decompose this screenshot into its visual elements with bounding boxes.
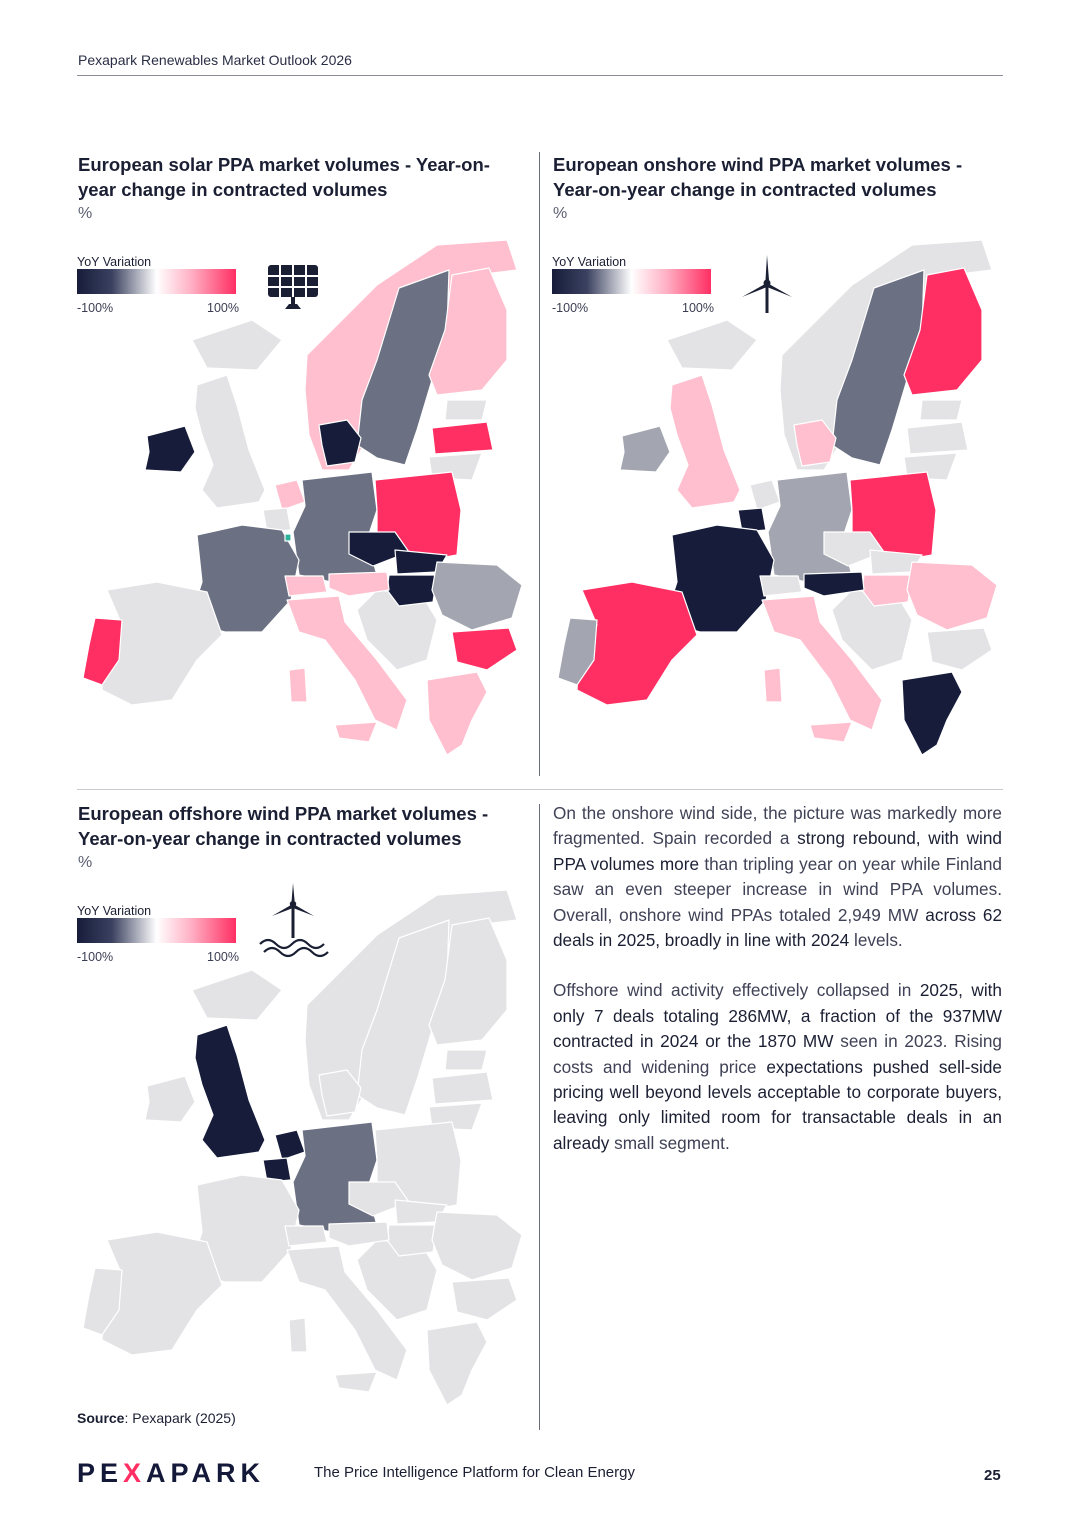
legend-min-label: -100% — [77, 950, 114, 964]
map-estonia — [445, 400, 487, 420]
map-latvia — [432, 1072, 493, 1104]
map-bulgaria — [452, 628, 517, 670]
offshore-unit: % — [78, 854, 93, 871]
offshore-panel-title: European offshore wind PPA market volumes - Year-on-year change in contracted volumes — [78, 803, 489, 849]
row-divider — [77, 789, 1003, 790]
column-divider-bottom — [539, 804, 540, 1430]
map-switzerland — [285, 576, 327, 596]
map-uk — [195, 375, 265, 508]
solar-europe-map — [77, 240, 532, 775]
paragraph-offshore: Offshore wind activity effectively collapsed in 2025, with only 7 deals totaling 286MW, a fraction of the 937MW contracted in 2024 or the 1870 MW seen in 2023. Rising costs and widening price expectations pushed sell-side pricing well beyond levels acceptable to corporate buyers, leaving only limited room for transactable deals in an already small segment. — [553, 980, 1002, 1153]
map-netherlands — [275, 480, 305, 510]
map-greece — [427, 672, 487, 755]
map-romania — [432, 562, 522, 630]
map-ireland — [145, 426, 195, 472]
map-uk — [195, 1025, 265, 1158]
map-sardinia — [764, 668, 782, 702]
legend-title: YoY Variation — [77, 904, 152, 918]
running-header: Pexapark Renewables Market Outlook 2026 — [78, 52, 352, 68]
map-germany — [768, 472, 852, 585]
map-sicily — [810, 722, 852, 742]
map-sardinia — [289, 1318, 307, 1352]
legend-title: YoY Variation — [77, 255, 152, 269]
offshore-europe-map — [77, 890, 532, 1425]
map-romania — [907, 562, 997, 630]
map-netherlands — [275, 1130, 305, 1160]
map-romania — [432, 1212, 522, 1280]
body-text — [553, 801, 1002, 1181]
map-sardinia — [289, 668, 307, 702]
page-number: 25 — [984, 1467, 1001, 1484]
column-divider-top — [539, 152, 540, 776]
legend-max-label: 100% — [207, 301, 239, 315]
solar-unit: % — [78, 205, 93, 222]
source-text: : Pexapark (2025) — [124, 1410, 236, 1426]
pexapark-logo: PEXAPARK — [77, 1458, 266, 1488]
map-greece — [427, 1322, 487, 1405]
onshore-unit: % — [553, 205, 568, 222]
map-latvia — [907, 422, 968, 454]
map-bulgaria — [452, 1278, 517, 1320]
map-greece — [902, 672, 962, 755]
legend-min-label: -100% — [77, 301, 114, 315]
onshore-europe-map — [552, 240, 1007, 775]
map-iceland — [192, 320, 282, 370]
legend-max-label: 100% — [207, 950, 239, 964]
map-latvia — [432, 422, 493, 454]
map-ireland — [145, 1076, 195, 1122]
map-bulgaria — [927, 628, 992, 670]
map-ireland — [620, 426, 670, 472]
legend-min-label: -100% — [552, 301, 589, 315]
onshore-panel-title: European onshore wind PPA market volumes - Year-on-year change in contracted volumes — [553, 154, 963, 200]
source-note — [77, 1410, 236, 1426]
map-sicily — [335, 722, 377, 742]
map-sicily — [335, 1372, 377, 1392]
map-netherlands — [750, 480, 780, 510]
footer-tagline: The Price Intelligence Platform for Clean Energy — [314, 1464, 635, 1481]
map-estonia — [920, 400, 962, 420]
map-lux-marker — [285, 534, 291, 541]
paragraph-onshore: On the onshore wind side, the picture was markedly more fragmented. Spain recorded a strong rebound, with wind PPA volumes more than tripling year on year while Finland saw an even steeper increase in wind PPA volumes. Overall, onshore wind PPAs totaled 2,949 MW across 62 deals in 2025, broadly in line with 2024 levels. — [553, 803, 1003, 951]
legend-title: YoY Variation — [552, 255, 627, 269]
header-divider — [77, 75, 1003, 76]
source-label: Source — [77, 1410, 125, 1426]
map-estonia — [445, 1050, 487, 1070]
map-switzerland — [760, 576, 802, 596]
map-switzerland — [285, 1226, 327, 1246]
map-iceland — [667, 320, 757, 370]
map-uk — [670, 375, 740, 508]
legend-max-label: 100% — [682, 301, 714, 315]
map-germany — [293, 472, 377, 585]
map-germany — [293, 1122, 377, 1235]
map-iceland — [192, 970, 282, 1020]
solar-panel-title: European solar PPA market volumes - Year-on-year change in contracted volumes — [78, 154, 490, 200]
